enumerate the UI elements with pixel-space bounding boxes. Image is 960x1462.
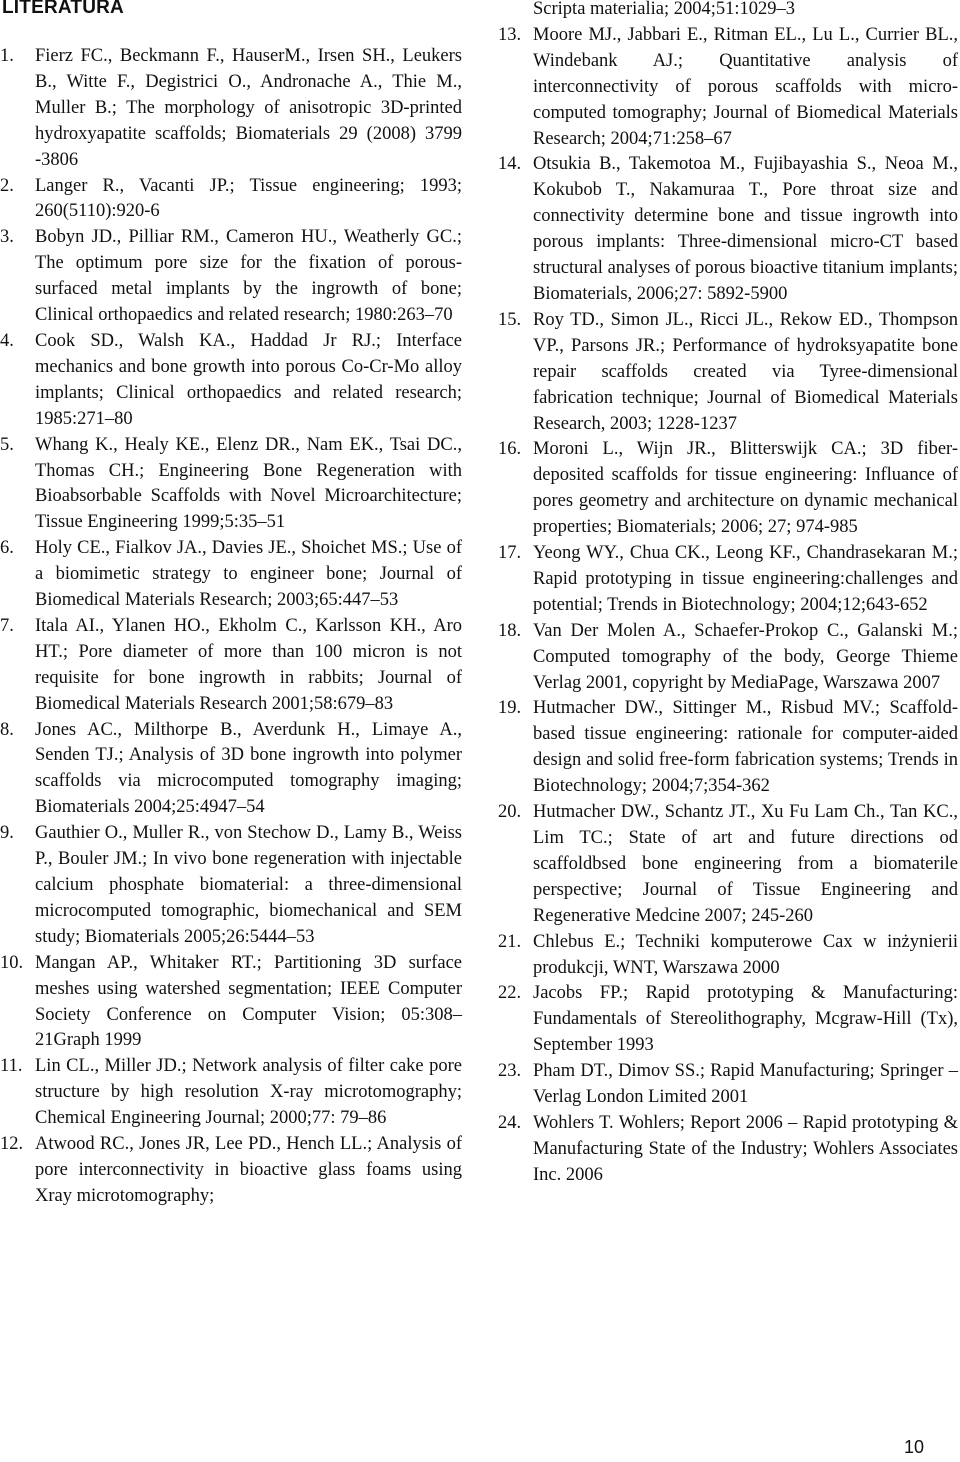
reference-text: Roy TD., Simon JL., Ricci JL., Rekow ED., Thompson VP., Parsons JR.; Performance of hydroksyapatite bone repair scaffolds created via Tyree-dimensional fabrication technique; Journal of Biomedical Materials Research, 2003; 1228-1237	[533, 309, 958, 434]
reference-text: Jones AC., Milthorpe B., Averdunk H., Limaye A., Senden TJ.; Analysis of 3D bone ingrowth into polymer scaffolds via microcomputed tomography imaging; Biomaterials 2004;25:4947–54	[35, 719, 462, 818]
reference-item	[0, 614, 462, 718]
reference-item	[498, 981, 958, 1059]
reference-number: 20.	[498, 802, 522, 823]
reference-number: 7.	[0, 615, 14, 636]
page-number: 10	[904, 1437, 925, 1457]
reference-text: Hutmacher DW., Sittinger M., Risbud MV.; Scaffold-based tissue engineering: rationale for computer-aided design and solid free-form fabrication systems; Trends in Biotechnology; 2004;7;354-362	[533, 698, 958, 797]
reference-item	[498, 437, 958, 541]
reference-item	[498, 152, 958, 307]
reference-number: 9.	[0, 823, 14, 844]
reference-number: 19.	[498, 698, 522, 719]
reference-number: 16.	[498, 439, 522, 460]
reference-number: 2.	[0, 175, 14, 196]
reference-text: Moore MJ., Jabbari E., Ritman EL., Lu L., Currier BL., Windebank AJ.; Quantitative analysis of interconnectivity of porous scaffolds with micro-computed tomography; Journal of Biomedical Materials Research; 2004;71:258–67	[533, 24, 958, 149]
reference-text: Itala AI., Ylanen HO., Ekholm C., Karlsson KH., Aro HT.; Pore diameter of more than 100 micron is not requisite for bone ingrowth in rabbits; Journal of Biomedical Materials Research 2001;58:679–83	[35, 615, 462, 714]
reference-item	[498, 1111, 958, 1189]
reference-item	[498, 696, 958, 800]
reference-number: 11.	[0, 1056, 23, 1077]
reference-number: 22.	[498, 983, 522, 1004]
reference-number: 15.	[498, 309, 522, 330]
reference-item	[0, 536, 462, 614]
reference-number: 14.	[498, 154, 522, 175]
reference-number: 1.	[0, 46, 14, 66]
reference-number: 21.	[498, 931, 522, 952]
reference-item	[0, 44, 462, 174]
reference-text: Moroni L., Wijn JR., Blitterswijk CA.; 3D fiber-deposited scaffolds for tissue engineering: Influance of pores geometry and architecture on dynamic mechanical properties; Biomaterials; 2006; 27; 974-985	[533, 439, 958, 538]
reference-text: Langer R., Vacanti JP.; Tissue engineering; 1993; 260(5110):920-6	[35, 175, 462, 222]
reference-continuation	[498, 0, 958, 23]
reference-text: Holy CE., Fialkov JA., Davies JE., Shoichet MS.; Use of a biomimetic strategy to engineer bone; Journal of Biomedical Materials Research; 2003;65:447–53	[35, 538, 462, 611]
reference-item	[498, 1059, 958, 1111]
reference-item	[498, 541, 958, 619]
reference-continuation-text: Scripta materialia; 2004;51:1029–3	[533, 0, 796, 19]
reference-item	[0, 329, 462, 433]
reference-number: 6.	[0, 538, 14, 559]
reference-text: Van Der Molen A., Schaefer-Prokop C., Galanski M.; Computed tomography of the body, George Thieme Verlag 2001, copyright by MediaPage, Warszawa 2007	[533, 620, 958, 693]
reference-item	[0, 718, 462, 822]
reference-item	[498, 619, 958, 697]
reference-item	[0, 821, 462, 951]
reference-text: Jacobs FP.; Rapid prototyping & Manufacturing: Fundamentals of Stereolithography, Mcgraw-Hill (Tx), September 1993	[533, 983, 958, 1056]
reference-item	[0, 174, 462, 226]
reference-item	[0, 1132, 462, 1210]
reference-text: Atwood RC., Jones JR, Lee PD., Hench LL.; Analysis of pore interconnectivity in bioactive glass foams using Xray microtomography;	[35, 1134, 462, 1206]
reference-number: 12.	[0, 1134, 24, 1155]
reference-item	[498, 23, 958, 153]
reference-item	[0, 1054, 462, 1132]
reference-number: 3.	[0, 227, 14, 248]
reference-item	[498, 930, 958, 982]
reference-number: 23.	[498, 1061, 522, 1082]
reference-text: Cook SD., Walsh KA., Haddad Jr RJ.; Interface mechanics and bone growth into porous Co-Cr-Mo alloy implants; Clinical orthopaedics and related research; 1985:271–80	[35, 330, 462, 429]
reference-text: Yeong WY., Chua CK., Leong KF., Chandrasekaran M.; Rapid prototyping in tissue engineering:challenges and potential; Trends in Biotechnology; 2004;12;643-652	[533, 543, 958, 615]
reference-number: 17.	[498, 543, 522, 564]
reference-number: 5.	[0, 434, 14, 455]
reference-item	[498, 308, 958, 438]
reference-item	[498, 800, 958, 930]
reference-text: Otsukia B., Takemotoa M., Fujibayashia S., Neoa M., Kokubob T., Nakamuraa T., Pore throat size and connectivity determine bone and tissue ingrowth into porous implants: Three-dimensional micro-CT based structural analyses of porous bioactive titanium implants; Biomaterials, 2006;27: 5892-5900	[533, 154, 958, 304]
reference-number: 10.	[0, 952, 24, 973]
reference-text: Bobyn JD., Pilliar RM., Cameron HU., Weatherly GC.; The optimum pore size for the fixation of porous-surfaced metal implants by the ingrowth of bone; Clinical orthopaedics and related research; 1980:263–70	[35, 227, 462, 326]
reference-item	[0, 433, 462, 537]
reference-text: Hutmacher DW., Schantz JT., Xu Fu Lam Ch., Tan KC., Lim TC.; State of art and future directions od scaffoldbsed bone engineering from a biomaterile perspective; Journal of Tissue Engineering and Regenerative Medcine 2007; 245-260	[533, 802, 958, 926]
reference-text: Lin CL., Miller JD.; Network analysis of filter cake pore structure by high resolution X-ray microtomography; Chemical Engineering Journal; 2000;77: 79–86	[35, 1056, 462, 1129]
reference-list-right	[498, 0, 958, 1189]
reference-list-left	[0, 44, 462, 1210]
reference-item	[0, 225, 462, 329]
reference-number: 4.	[0, 330, 14, 351]
page-heading: LITERATURA	[2, 0, 124, 18]
reference-text: Gauthier O., Muller R., von Stechow D., Lamy B., Weiss P., Bouler JM.; In vivo bone regeneration with injectable calcium phosphate biomaterial: a three-dimensional microcomputed tomographic, biomechanical and SEM study; Biomaterials 2005;26:5444–53	[35, 823, 462, 947]
reference-number: 24.	[498, 1112, 522, 1133]
reference-number: 18.	[498, 620, 522, 641]
reference-text: Mangan AP., Whitaker RT.; Partitioning 3D surface meshes using watershed segmentation; IEEE Computer Society Conference on Computer Vision; 05:308–21Graph 1999	[35, 952, 462, 1051]
reference-number: 13.	[498, 24, 522, 45]
reference-text: Fierz FC., Beckmann F., HauserM., Irsen SH., Leukers B., Witte F., Degistrici O., Andronache A., Thie M., Muller B.; The morphology of anisotropic 3D-printed hydroxyapatite scaffolds; Biomaterials 29 (2008) 3799 -3806	[35, 46, 462, 170]
reference-text: Pham DT., Dimov SS.; Rapid Manufacturing; Springer – Verlag London Limited 2001	[533, 1061, 958, 1108]
reference-text: Wohlers T. Wohlers; Report 2006 – Rapid prototyping & Manufacturing State of the Industry; Wohlers Associates Inc. 2006	[533, 1112, 958, 1185]
reference-number: 8.	[0, 719, 14, 740]
reference-item	[0, 951, 462, 1055]
reference-text: Whang K., Healy KE., Elenz DR., Nam EK., Tsai DC., Thomas CH.; Engineering Bone Regeneration with Bioabsorbable Scaffolds with Novel Microarchitecture; Tissue Engineering 1999;5:35–51	[35, 434, 462, 533]
reference-text: Chlebus E.; Techniki komputerowe Cax w inżynierii produkcji, WNT, Warszawa 2000	[533, 931, 958, 978]
